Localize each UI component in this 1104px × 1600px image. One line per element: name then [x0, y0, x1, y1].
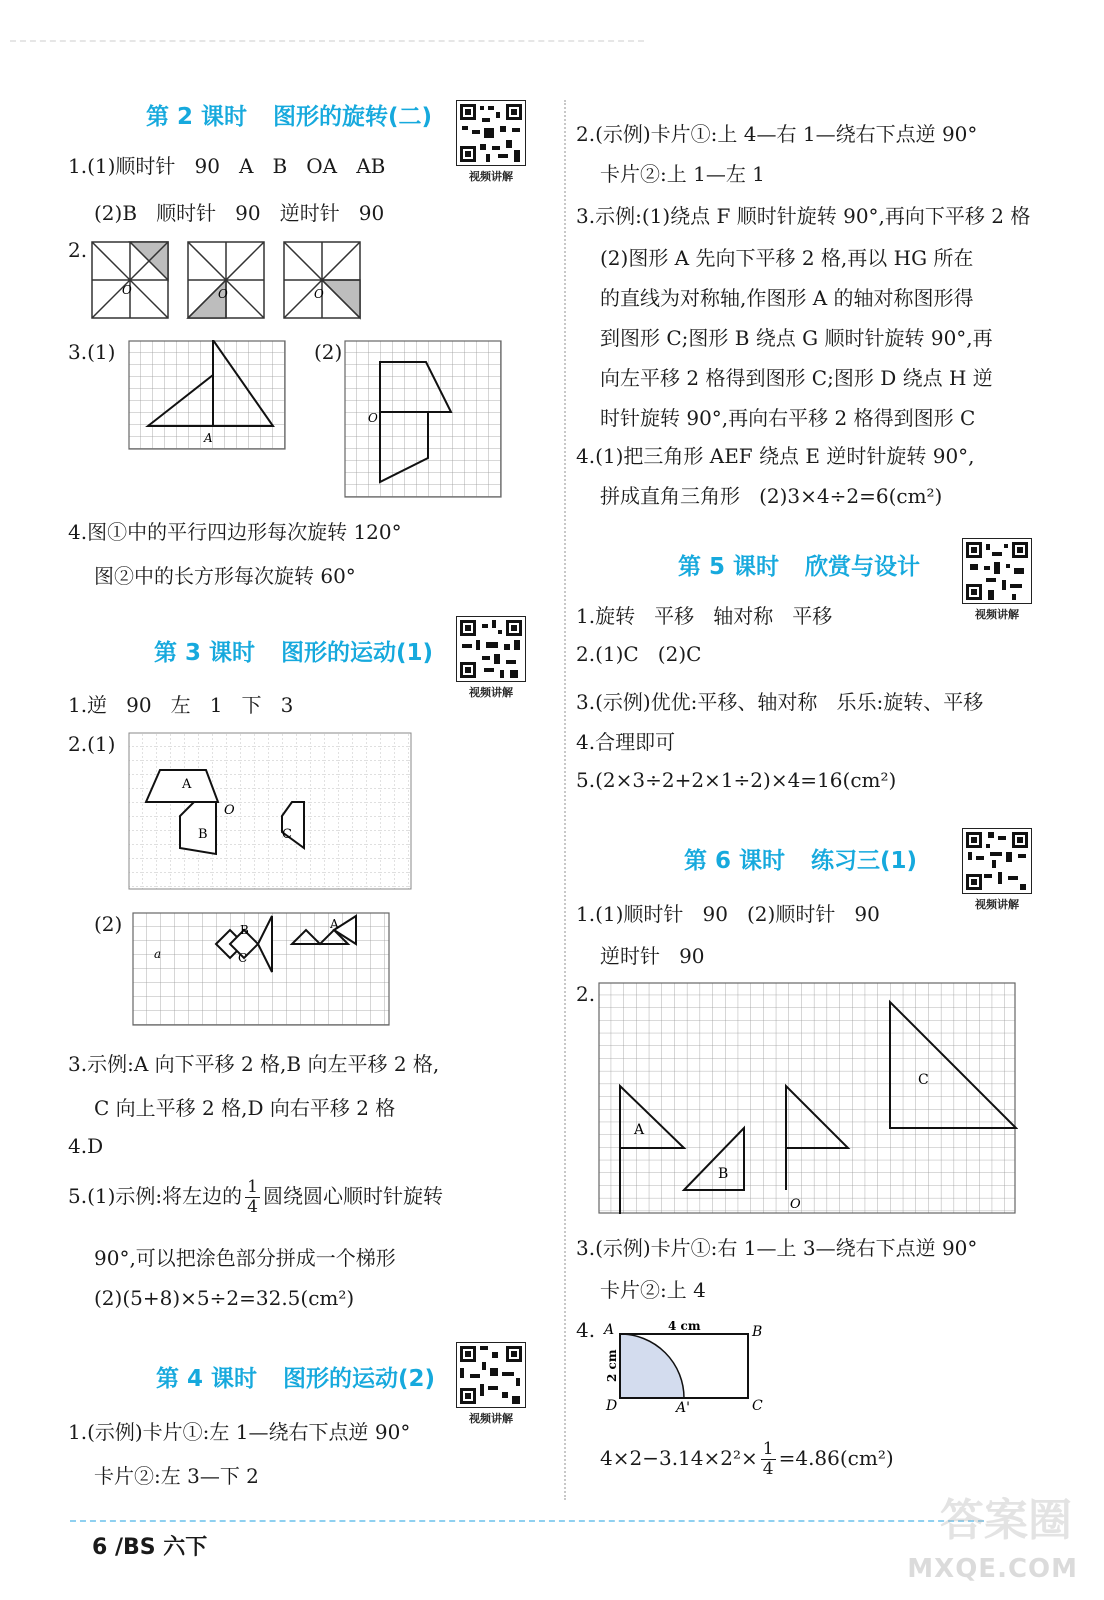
- l2-q3-label-2: (2): [314, 340, 343, 364]
- lesson-6-header: [684, 842, 917, 875]
- watermark: [894, 1480, 1084, 1590]
- l4-q4-line2: 拼成直角三角形 (2)3×4÷2=6(cm²): [600, 484, 943, 508]
- label-C: C: [238, 951, 248, 965]
- formula-post: =4.86(cm²): [778, 1446, 894, 1470]
- lesson-title: 练习三(1): [811, 848, 918, 874]
- qr-code-video[interactable]: [962, 828, 1032, 912]
- l3-q5-post: 圆绕圆心顺时针旋转: [262, 1184, 443, 1208]
- label-B: B: [718, 1166, 729, 1182]
- l6-q3-line2: 卡片②:上 4: [600, 1278, 706, 1302]
- l4-q3-line1: 3.示例:(1)绕点 F 顺时针旋转 90°,再向下平移 2 格: [576, 204, 1031, 228]
- fraction-quarter: [245, 1178, 260, 1217]
- lesson-title: 图形的旋转(二): [273, 104, 433, 130]
- qr-caption: 视频讲解: [469, 686, 513, 699]
- label-4cm: 4 cm: [668, 1319, 701, 1333]
- l6-q2-label: 2.: [576, 982, 596, 1006]
- l2-q1-line2: (2)B 顺时针 90 逆时针 90: [94, 201, 385, 225]
- label-O: O: [790, 1197, 801, 1212]
- l6-q4-figure: [600, 1316, 780, 1420]
- l6-q2-grid: [598, 982, 1018, 1218]
- l4-q3-line5: 向左平移 2 格得到图形 C;图形 D 绕点 H 逆: [600, 366, 993, 390]
- l2-q3-grid-2: [344, 340, 508, 500]
- watermark-logo: 答案圈: [940, 1495, 1072, 1546]
- qr-code-video[interactable]: [456, 616, 526, 700]
- label-B: B: [198, 827, 208, 842]
- quarter-circle: [620, 1334, 684, 1398]
- l3-q5-line3: (2)(5+8)×5÷2=32.5(cm²): [94, 1286, 355, 1310]
- l3-q2-grid-1: [128, 732, 414, 894]
- fraction-numerator: 1: [762, 1439, 774, 1459]
- l4-q2-line2: 卡片②:上 1—左 1: [600, 162, 765, 186]
- l4-q3-line2: (2)图形 A 先向下平移 2 格,再以 HG 所在: [600, 246, 974, 270]
- lesson-4-header: [156, 1360, 435, 1393]
- l3-q5-line1: [68, 1178, 443, 1217]
- label-A: A: [634, 1122, 645, 1138]
- lesson-title: 图形的运动(2): [283, 1366, 436, 1392]
- qr-caption: 视频讲解: [975, 898, 1019, 911]
- l4-q3-line3: 的直线为对称轴,作图形 A 的轴对称图形得: [600, 286, 974, 310]
- center-label-2: O: [218, 287, 228, 301]
- center-label-3: O: [314, 287, 324, 301]
- l3-q2-label-1: 2.(1): [68, 732, 116, 756]
- l2-q4-line2: 图②中的长方形每次旋转 60°: [94, 564, 356, 588]
- l5-q5: 5.(2×3÷2+2×1÷2)×4=16(cm²): [576, 768, 897, 792]
- label-O: O: [224, 803, 235, 818]
- center-label: O: [368, 411, 378, 425]
- label-A: A: [182, 777, 192, 792]
- label-2cm: 2 cm: [605, 1349, 619, 1382]
- l4-q4-line1: 4.(1)把三角形 AEF 绕点 E 逆时针旋转 90°,: [576, 444, 975, 468]
- footer-rule: [70, 1520, 984, 1522]
- label-C: C: [282, 827, 292, 842]
- qr-code-video[interactable]: [456, 1342, 526, 1426]
- fraction-denominator: 4: [762, 1459, 774, 1479]
- lesson-number: 第 2 课时: [146, 104, 248, 130]
- qr-code-icon: [962, 828, 1032, 894]
- center-label-1: O: [122, 283, 132, 297]
- l3-q3-line2: C 向上平移 2 格,D 向右平移 2 格: [94, 1096, 396, 1120]
- qr-code-icon: [456, 616, 526, 682]
- qr-caption: 视频讲解: [469, 170, 513, 183]
- l4-q1-line1: 1.(示例)卡片①:左 1—绕右下点逆 90°: [68, 1420, 411, 1444]
- l5-q3: 3.(示例)优优:平移、轴对称 乐乐:旋转、平移: [576, 690, 984, 714]
- lesson-title: 图形的运动(1): [281, 640, 434, 666]
- fraction-quarter: [761, 1440, 776, 1479]
- point-label: A: [204, 431, 213, 445]
- qr-caption: 视频讲解: [975, 608, 1019, 621]
- l2-q4-line1: 4.图①中的平行四边形每次旋转 120°: [68, 520, 402, 544]
- l2-q3-label-1: 3.(1): [68, 340, 116, 364]
- l3-q5-pre: 5.(1)示例:将左边的: [68, 1184, 243, 1208]
- l4-q3-line6: 时针旋转 90°,再向右平移 2 格得到图形 C: [600, 406, 976, 430]
- qr-code-video[interactable]: [962, 538, 1032, 622]
- label-a: a: [154, 947, 162, 961]
- l6-q1-line1: 1.(1)顺时针 90 (2)顺时针 90: [576, 902, 880, 926]
- l3-q3-line1: 3.示例:A 向下平移 2 格,B 向左平移 2 格,: [68, 1052, 440, 1076]
- lesson-5-header: [678, 548, 920, 581]
- l6-q4-formula: [600, 1440, 894, 1479]
- lesson-title: 欣赏与设计: [805, 554, 921, 580]
- qr-caption: 视频讲解: [469, 1412, 513, 1425]
- watermark-site: MXQE.COM: [907, 1554, 1078, 1584]
- qr-code-video[interactable]: [456, 100, 526, 184]
- qr-code-icon: [456, 1342, 526, 1408]
- l2-q2-label: 2.: [68, 238, 88, 262]
- l2-q3-grid-1: [128, 340, 290, 456]
- l2-q2-figures: [90, 238, 370, 328]
- lesson-number: 第 3 课时: [154, 640, 256, 666]
- lesson-number: 第 5 课时: [678, 554, 780, 580]
- l6-q3-line1: 3.(示例)卡片①:右 1—上 3—绕右下点逆 90°: [576, 1236, 978, 1260]
- lesson-number: 第 4 课时: [156, 1366, 258, 1392]
- l4-q3-line4: 到图形 C;图形 B 绕点 G 顺时针旋转 90°,再: [600, 326, 993, 350]
- label-B: B: [752, 1324, 763, 1340]
- l2-q1-line1: 1.(1)顺时针 90 A B OA AB: [68, 154, 386, 178]
- l5-q2: 2.(1)C (2)C: [576, 642, 702, 666]
- label-A: A: [604, 1322, 615, 1338]
- label-C: C: [752, 1398, 763, 1414]
- l5-q4: 4.合理即可: [576, 730, 676, 754]
- lesson-2-header: [146, 98, 432, 131]
- l4-q1-line2: 卡片②:左 3—下 2: [94, 1464, 259, 1488]
- top-dashed-rule: [10, 40, 644, 42]
- column-separator: [564, 100, 566, 1500]
- l3-q4: 4.D: [68, 1134, 104, 1158]
- label-A: A: [330, 917, 339, 931]
- l3-q2-grid-2: [132, 912, 392, 1030]
- l3-q2-label-2: (2): [94, 912, 123, 936]
- l4-q2-line1: 2.(示例)卡片①:上 4—右 1—绕右下点逆 90°: [576, 122, 978, 146]
- fraction-numerator: 1: [247, 1177, 258, 1197]
- label-A-prime: A': [676, 1400, 690, 1416]
- l6-q1-line2: 逆时针 90: [600, 944, 705, 968]
- qr-code-icon: [962, 538, 1032, 604]
- formula-pre: 4×2−3.14×2²×: [600, 1446, 758, 1470]
- label-C: C: [918, 1072, 929, 1088]
- page-footer: 6 /BS 六下: [92, 1535, 208, 1560]
- l3-q1: 1.逆 90 左 1 下 3: [68, 693, 294, 717]
- qr-code-icon: [456, 100, 526, 166]
- lesson-number: 第 6 课时: [684, 848, 786, 874]
- l6-q4-label: 4.: [576, 1318, 596, 1342]
- label-B: B: [240, 923, 249, 937]
- l5-q1: 1.旋转 平移 轴对称 平移: [576, 604, 833, 628]
- lesson-3-header: [154, 634, 433, 667]
- fraction-denominator: 4: [247, 1197, 258, 1217]
- l3-q5-line2: 90°,可以把涂色部分拼成一个梯形: [94, 1246, 396, 1270]
- label-D: D: [606, 1398, 618, 1414]
